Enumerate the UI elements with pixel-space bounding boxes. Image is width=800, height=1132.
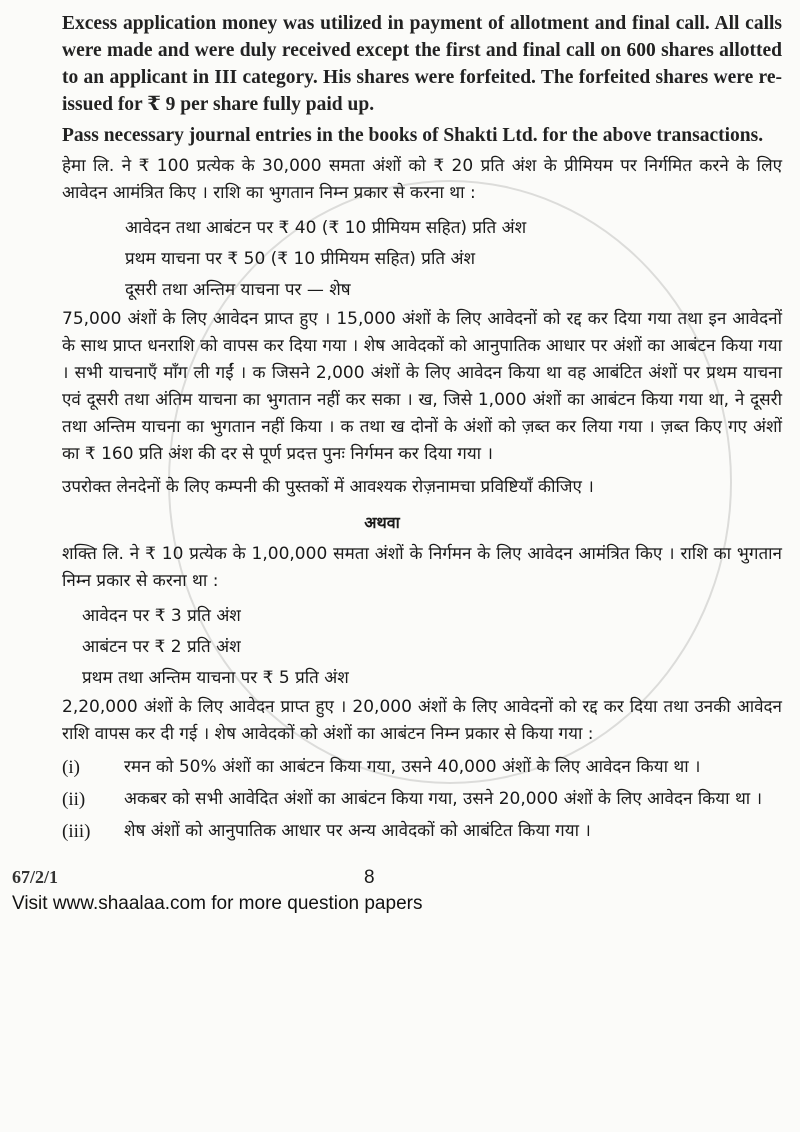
page-footer bbox=[12, 867, 782, 927]
list-item-number: (i) bbox=[62, 757, 80, 778]
hindi-alt-term-2: आबंटन पर ₹ 2 प्रति अंश bbox=[82, 637, 241, 657]
hindi-alt-term-3: प्रथम तथा अन्तिम याचना पर ₹ 5 प्रति अंश bbox=[82, 668, 349, 688]
list-item-number: (iii) bbox=[62, 821, 91, 842]
list-item-text: अकबर को सभी आवेदित अंशों का आबंटन किया गया, उसने 20,000 अंशों के लिए आवेदन किया था । bbox=[124, 789, 763, 809]
page-number: 8 bbox=[364, 867, 375, 888]
hindi-instruction: उपरोक्त लेनदेनों के लिए कम्पनी की पुस्तकों में आवश्यक रोज़नामचा प्रविष्टियाँ कीजिए । bbox=[62, 477, 594, 497]
or-heading: अथवा bbox=[364, 513, 400, 532]
hindi-question-body: 75,000 अंशों के लिए आवेदन प्राप्त हुए । 15,000 अंशों के लिए आवेदनों को रद्द कर दिया गया तथा इन आवेदनों के साथ प्राप्त धनराशि को वापस कर दिया गया । शेष आवेदकों को आनुपातिक आधार पर अंशों का आबंटन किया गया । सभी याचनाएँ माँग ली गईं । क जिसने 2,000 अंशों के लिए आवेदन किया था वह आबंटित अंशों पर प्रथम याचना एवं दूसरी तथा अंतिम याचना का भुगतान नहीं कर सका । ख, जिसे 1,000 अंशों का आबंटन किया गया था, ने दूसरी तथा अन्तिम याचना का भुगतान नहीं किया । क तथा ख दोनों के अंशों को ज़ब्त कर लिया गया । ज़ब्त किए गए अंशों का ₹ 160 प्रति अंश की दर से पूर्ण प्रदत्त पुनः निर्गमन कर दिया गया । bbox=[62, 309, 782, 464]
list-item bbox=[62, 754, 782, 781]
list-item-number: (ii) bbox=[62, 789, 86, 810]
hindi-alt-intro: शक्ति लि. ने ₹ 10 प्रत्येक के 1,00,000 समता अंशों के निर्गमन के लिए आवेदन आमंत्रित किए । राशि का भुगतान निम्न प्रकार से करना था : bbox=[62, 544, 782, 591]
list-item bbox=[62, 786, 782, 813]
list-item bbox=[62, 818, 782, 845]
english-paragraph-2: Pass necessary journal entries in the books of Shakti Ltd. for the above transactions. bbox=[62, 125, 764, 146]
hindi-term-2: प्रथम याचना पर ₹ 50 (₹ 10 प्रीमियम सहित) प्रति अंश bbox=[125, 249, 476, 269]
visit-link-text[interactable]: Visit www.shaalaa.com for more question papers bbox=[12, 893, 423, 914]
hindi-term-3: दूसरी तथा अन्तिम याचना पर — शेष bbox=[125, 280, 351, 300]
hindi-question-intro: हेमा लि. ने ₹ 100 प्रत्येक के 30,000 समता अंशों को ₹ 20 प्रति अंश के प्रीमियम पर निर्गमित करने के लिए आवेदन आमंत्रित किए । राशि का भुगतान निम्न प्रकार से करना था : bbox=[62, 156, 782, 203]
list-item-text: शेष अंशों को आनुपातिक आधार पर अन्य आवेदकों को आबंटित किया गया । bbox=[124, 821, 591, 841]
english-paragraph-1: Excess application money was utilized in payment of allotment and final call. All calls were made and were duly received except the first and final call on 600 shares allotted to an applicant in III category. His shares were forfeited. The forfeited shares were re-issued for ₹ 9 per share fully paid up. bbox=[62, 13, 782, 115]
paper-code: 67/2/1 bbox=[12, 867, 59, 887]
hindi-alt-body: 2,20,000 अंशों के लिए आवेदन प्राप्त हुए । 20,000 अंशों के लिए आवेदनों को रद्द कर दिया तथा उनकी आवेदन राशि वापस कर दी गई । शेष आवेदकों को अंशों का आबंटन निम्न प्रकार से किया गया : bbox=[62, 697, 782, 744]
hindi-term-1: आवेदन तथा आबंटन पर ₹ 40 (₹ 10 प्रीमियम सहित) प्रति अंश bbox=[125, 218, 527, 238]
hindi-alt-term-1: आवेदन पर ₹ 3 प्रति अंश bbox=[82, 606, 241, 626]
list-item-text: रमन को 50% अंशों का आबंटन किया गया, उसने 40,000 अंशों के लिए आवेदन किया था । bbox=[124, 757, 701, 777]
